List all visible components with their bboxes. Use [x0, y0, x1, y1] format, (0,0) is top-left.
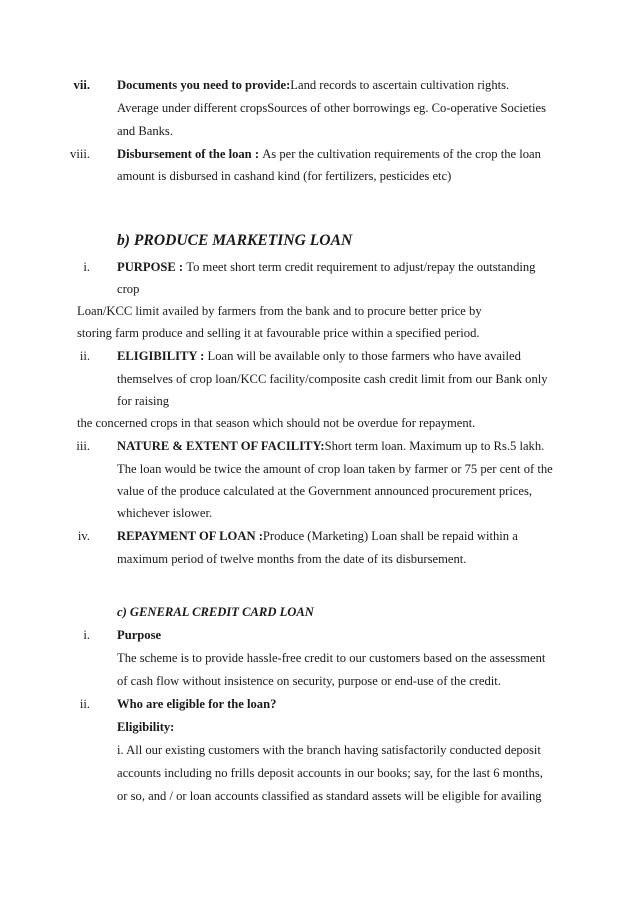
c-ii-line-1: i. All our existing customers with the branch having satisfactorily conducted deposit	[117, 743, 541, 757]
section-b-title: b) PRODUCE MARKETING LOAN	[117, 232, 353, 249]
item-text: Land records to ascertain cultivation rights.	[290, 78, 510, 92]
section-c-title: c) GENERAL CREDIT CARD LOAN	[117, 605, 314, 619]
item-heading: PURPOSE :	[117, 260, 187, 274]
item-heading: ELIGIBILITY :	[117, 349, 208, 363]
item-viii-line-1	[117, 147, 541, 162]
b-ii-line-1	[117, 349, 521, 364]
item-vii-line-3: and Banks.	[117, 124, 173, 138]
b-iii-line-3: value of the produce calculated at the Government announced procurement prices,	[117, 484, 533, 498]
b-iii-line-1	[117, 439, 544, 454]
item-number: vii.	[73, 78, 90, 92]
item-number: ii.	[79, 697, 90, 711]
b-ii-line-4: the concerned crops in that season which should not be overdue for repayment.	[77, 416, 476, 430]
c-i-line-2: of cash flow without insistence on security, purpose or end-use of the credit.	[117, 674, 501, 688]
item-number: ii.	[79, 349, 90, 363]
item-text: To meet short term credit requirement to adjust/repay the outstanding	[186, 260, 536, 274]
item-number: i.	[83, 628, 90, 642]
c-i-line-1: The scheme is to provide hassle-free credit to our customers based on the assessment	[117, 651, 546, 665]
item-number: iii.	[76, 439, 90, 453]
item-number: iv.	[77, 529, 90, 543]
c-ii-subheading: Eligibility:	[117, 720, 175, 734]
c-i-heading: Purpose	[117, 628, 162, 642]
b-iii-line-2: The loan would be twice the amount of crop loan taken by farmer or 75 per cent of the	[117, 462, 553, 476]
item-number: viii.	[70, 147, 90, 161]
c-ii-heading: Who are eligible for the loan?	[117, 697, 277, 711]
item-text: Short term loan. Maximum up to Rs.5 lakh.	[324, 439, 545, 453]
b-i-line-2: crop	[117, 282, 140, 296]
b-i-line-4: storing farm produce and selling it at favourable price within a specified period.	[77, 326, 480, 340]
c-ii-line-3: or so, and / or loan accounts classified as standard assets will be eligible for availing	[117, 789, 542, 803]
item-vii-line-1	[117, 78, 509, 93]
b-ii-line-2: themselves of crop loan/KCC facility/composite cash credit limit from our Bank only	[117, 372, 548, 386]
item-viii-line-2: amount is disbursed in cashand kind (for fertilizers, pesticides etc)	[117, 169, 452, 183]
item-number: i.	[83, 260, 90, 274]
item-heading: Disbursement of the loan :	[117, 147, 263, 161]
item-heading: NATURE & EXTENT OF FACILITY:	[117, 439, 325, 453]
b-iv-line-2: maximum period of twelve months from the date of its disbursement.	[117, 552, 467, 566]
b-iv-line-1	[117, 529, 518, 544]
b-iii-line-4: whichever islower.	[117, 506, 213, 520]
item-heading: Documents you need to provide:	[117, 78, 291, 92]
c-ii-line-2: accounts including no frills deposit accounts in our books; say, for the last 6 months,	[117, 766, 543, 780]
b-ii-line-3: for raising	[117, 394, 170, 408]
item-heading: REPAYMENT OF LOAN :	[117, 529, 263, 543]
b-i-line-3: Loan/KCC limit availed by farmers from the bank and to procure better price by	[77, 304, 482, 318]
b-i-line-1	[117, 260, 535, 275]
item-text: As per the cultivation requirements of the crop the loan	[262, 147, 541, 161]
item-text: Loan will be available only to those farmers who have availed	[207, 349, 521, 363]
item-text: Produce (Marketing) Loan shall be repaid within a	[262, 529, 518, 543]
item-vii-line-2: Average under different cropsSources of other borrowings eg. Co-operative Societies	[117, 101, 546, 115]
